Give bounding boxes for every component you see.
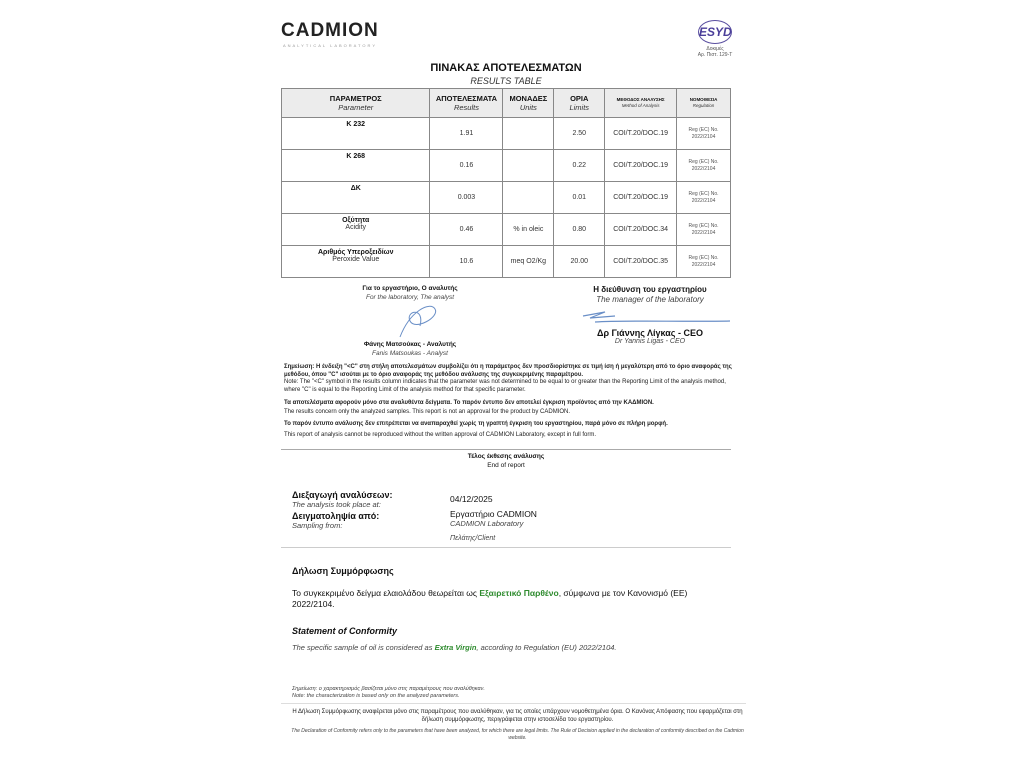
parameter-cell: [282, 150, 430, 182]
parameter-name: Αριθμός Υπεροξειδίων: [318, 249, 394, 256]
regulation-line: Reg (EC) No.: [688, 222, 719, 229]
declaration-gr: Η Δήλωση Συμμόρφωσης αναφέρεται μόνο στις παραμέτρους που αναλύθηκαν, για τις οποίες υπάρχουν νομοθετημένα όρια. Ο Κανόνας Απόφασης που εφαρμόζεται στη δήλωση συμμόρφωσης, περιγράφεται στην ιστοσελίδα του εργαστηρίου.: [292, 709, 743, 723]
end-of-report: [281, 453, 731, 469]
header-gr: ΜΕΘΟΔΟΣ ΑΝΑΛΥΣΗΣ: [616, 97, 665, 102]
footer-note-gr: Σημείωση: ο χαρακτηρισμός βασίζεται μόνο στις παραμέτρους που αναλύθηκαν.: [292, 686, 485, 692]
conformity-title-en: Statement of Conformity: [292, 626, 398, 636]
parameter-cell: [282, 246, 430, 278]
parameter-cell: [282, 214, 430, 246]
analyst-signature-block: [330, 285, 490, 357]
manager-role-en: The manager of the laboratory: [596, 295, 704, 304]
manager-role-gr: Η διεύθυνση του εργαστηρίου: [593, 285, 707, 294]
result-cell: 0.46: [430, 214, 503, 246]
samples-note-gr: Τα αποτελέσματα αφορούν μόνο στα αναλυθέντα δείγματα. Το παρόν έντυπο δεν αποτελεί έγκριση προϊόντος από την ΚΑΔΜΙΟΝ.: [284, 400, 654, 406]
column-header: [282, 89, 430, 118]
limit-cell: 0.01: [554, 182, 605, 214]
table-row: [282, 182, 731, 214]
result-cell: 1.91: [430, 118, 503, 150]
manager-signature: [565, 304, 735, 326]
limit-cell: 0.22: [554, 150, 605, 182]
table-row: [282, 150, 731, 182]
parameter-name-en: Peroxide Value: [332, 256, 380, 263]
analyst-role-gr: Για το εργαστήριο, Ο αναλυτής: [362, 285, 458, 292]
footer-note-en: Note: the characterization is based only on the analyzed parameters.: [292, 693, 460, 699]
footer-note: [292, 686, 485, 700]
logo-subtitle: ANALYTICAL LABORATORY: [283, 43, 378, 48]
table-header-row: [282, 89, 731, 118]
units-cell: [503, 150, 554, 182]
accreditation-number: Αρ. Πιστ. 129-Τ: [697, 52, 733, 58]
parameter-cell: [282, 182, 430, 214]
divider: [281, 449, 731, 450]
table-row: [282, 118, 731, 150]
header-en: Results: [453, 103, 479, 112]
header-gr: ΑΠΟΤΕΛΕΣΜΑΤΑ: [435, 94, 498, 103]
result-cell: 10.6: [430, 246, 503, 278]
regulation-cell: [677, 214, 731, 246]
regulation-line: 2022/2104: [691, 229, 716, 236]
samples-note-en: The results concern only the analyzed samples. This report is not an approval for the product by CADMION.: [284, 408, 571, 415]
header-en: Parameter: [338, 103, 374, 112]
text-part: The specific sample of oil is considered as: [292, 643, 435, 652]
parameter-name-en: Acidity: [345, 224, 367, 231]
method-cell: COI/T.20/DOC.19: [605, 150, 677, 182]
text-part: Το συγκεκριμένο δείγμα ελαιολάδου θεωρείται ως: [292, 588, 480, 598]
parameter-name: Οξύτητα: [342, 217, 370, 224]
analyst-name-en: Fanis Matsoukas - Analyst: [372, 350, 448, 357]
column-header: [554, 89, 605, 118]
conformity-text-en: [292, 643, 617, 652]
accreditation-text: [690, 46, 740, 58]
regulation-line: 2022/2104: [691, 197, 716, 204]
method-cell: COI/T.20/DOC.19: [605, 182, 677, 214]
table-row: [282, 246, 731, 278]
method-cell: COI/T.20/DOC.34: [605, 214, 677, 246]
note-gr: Σημείωση: Η ένδειξη "<C" στη στήλη αποτελεσμάτων συμβολίζει ότι η παράμετρος δεν προσδιορίστηκε σε τιμή ίση ή μεγαλύτερη από το όριο αναφοράς της μεθόδου, όπου "C" ισούται με το όριο αναφοράς της μεθόδου ανάλυσης της συγκεκριμένης παραμέτρου.: [284, 364, 732, 378]
limit-cell: 20.00: [554, 246, 605, 278]
sampling-value-en: CADMION Laboratory: [450, 519, 524, 528]
analysis-label-gr: Διεξαγωγή αναλύσεων:: [292, 490, 393, 500]
column-header: [677, 89, 731, 118]
regulation-cell: [677, 182, 731, 214]
method-cell: COI/T.20/DOC.19: [605, 118, 677, 150]
regulation-cell: [677, 246, 731, 278]
limit-cell: 0.80: [554, 214, 605, 246]
manager-signature-block: [560, 285, 740, 345]
column-header: [430, 89, 503, 118]
units-cell: [503, 182, 554, 214]
table-row: [282, 214, 731, 246]
analysis-label-en: The analysis took place at:: [292, 500, 381, 509]
units-cell: meq O2/Kg: [503, 246, 554, 278]
header-gr: ΝΟΜΟΘΕΣΙΑ: [689, 97, 718, 102]
parameter-name: K 232: [346, 121, 366, 128]
regulation-line: 2022/2104: [691, 261, 716, 268]
notes-section: [284, 364, 734, 439]
reproduction-note-gr: Το παρόν έντυπο ανάλυσης δεν επιτρέπεται να αναπαραχθεί χωρίς τη γραπτή έγκριση του εργαστηρίου, παρά μόνο σε πλήρη μορφή.: [284, 421, 668, 427]
note-en: Note: The "<C" symbol in the results column indicates that the parameter was not determined to be equal to or greater than the Reporting Limit of the analysis method, where "C" is equal to the Reporting Limit of the analysis method for that specific parameter.: [284, 379, 726, 393]
sampling-label-gr: Δειγματοληψία από:: [292, 511, 380, 521]
page-subtitle: RESULTS TABLE: [470, 76, 542, 86]
results-table: [281, 88, 731, 278]
client-label: Πελάτης/Client: [450, 535, 496, 542]
parameter-name: K 268: [346, 153, 366, 160]
sampling-label-en: Sampling from:: [292, 521, 343, 530]
header-en: Regulation: [692, 103, 715, 108]
header-en: Method of Analysis: [621, 103, 660, 108]
analyst-signature: [390, 301, 450, 339]
accreditation-type: Δοκιμές: [706, 46, 724, 52]
regulation-cell: [677, 118, 731, 150]
header-gr: ΜΟΝΑΔΕΣ: [509, 94, 548, 103]
regulation-line: 2022/2104: [691, 165, 716, 172]
analysis-date: 04/12/2025: [450, 494, 493, 504]
divider: [281, 547, 731, 548]
regulation-line: 2022/2104: [691, 133, 716, 140]
analyst-name-gr: Φάνης Ματσούκας - Αναλυτής: [363, 341, 457, 348]
units-cell: [503, 118, 554, 150]
parameter-name: ΔΚ: [350, 185, 361, 192]
text-part: , σύμφωνα με τον Κανονισμό (ΕΕ) 2022/2104.: [292, 588, 688, 609]
regulation-cell: [677, 150, 731, 182]
parameter-cell: [282, 118, 430, 150]
header-gr: ΟΡΙΑ: [570, 94, 589, 103]
grade-gr: Εξαιρετικό Παρθένο: [479, 588, 559, 598]
text-part: , according to Regulation (EU) 2022/2104.: [476, 643, 617, 652]
sampling-value-gr: Εργαστήριο CADMION: [450, 509, 537, 519]
header-en: Limits: [569, 103, 590, 112]
method-cell: COI/T.20/DOC.35: [605, 246, 677, 278]
analysis-label: [292, 490, 442, 530]
conformity-title-gr: Δήλωση Συμμόρφωσης: [292, 566, 394, 576]
end-gr: Τέλος έκθεσης ανάλυσης: [467, 453, 545, 460]
regulation-line: Reg (EC) No.: [688, 126, 719, 133]
esyd-logo: ESYD: [698, 20, 732, 44]
header-en: Units: [519, 103, 537, 112]
manager-name-en: Dr Yannis Ligas - CEO: [614, 338, 686, 345]
grade-en: Extra Virgin: [434, 643, 477, 652]
manager-name-gr: Δρ Γιάννης Λίγκας - CEO: [597, 328, 703, 338]
limit-cell: 2.50: [554, 118, 605, 150]
cadmion-logo: CADMION: [281, 20, 379, 41]
divider: [281, 703, 746, 704]
column-header: [503, 89, 554, 118]
analysis-values: [450, 494, 537, 542]
column-header: [605, 89, 677, 118]
conformity-text-gr: [292, 588, 732, 610]
analyst-role-en: For the laboratory, The analyst: [365, 294, 455, 301]
result-cell: 0.16: [430, 150, 503, 182]
units-cell: % in oleic: [503, 214, 554, 246]
result-cell: 0.003: [430, 182, 503, 214]
end-en: End of report: [487, 462, 525, 469]
declaration-en: The Declaration of Conformity refers only to the parameters that have been analyzed, for which there are legal limits. The Rule of Decision applied in the declaration of conformity described on the Cadmion website.: [291, 728, 744, 741]
reproduction-note-en: This report of analysis cannot be reproduced without the written approval of CADMION Laboratory, except in full form.: [284, 431, 597, 438]
page-title: ΠΙΝΑΚΑΣ ΑΠΟΤΕΛΕΣΜΑΤΩΝ: [430, 62, 582, 74]
regulation-line: Reg (EC) No.: [688, 190, 719, 197]
header-gr: ΠΑΡΑΜΕΤΡΟΣ: [329, 94, 382, 103]
regulation-line: Reg (EC) No.: [688, 158, 719, 165]
regulation-line: Reg (EC) No.: [688, 254, 719, 261]
